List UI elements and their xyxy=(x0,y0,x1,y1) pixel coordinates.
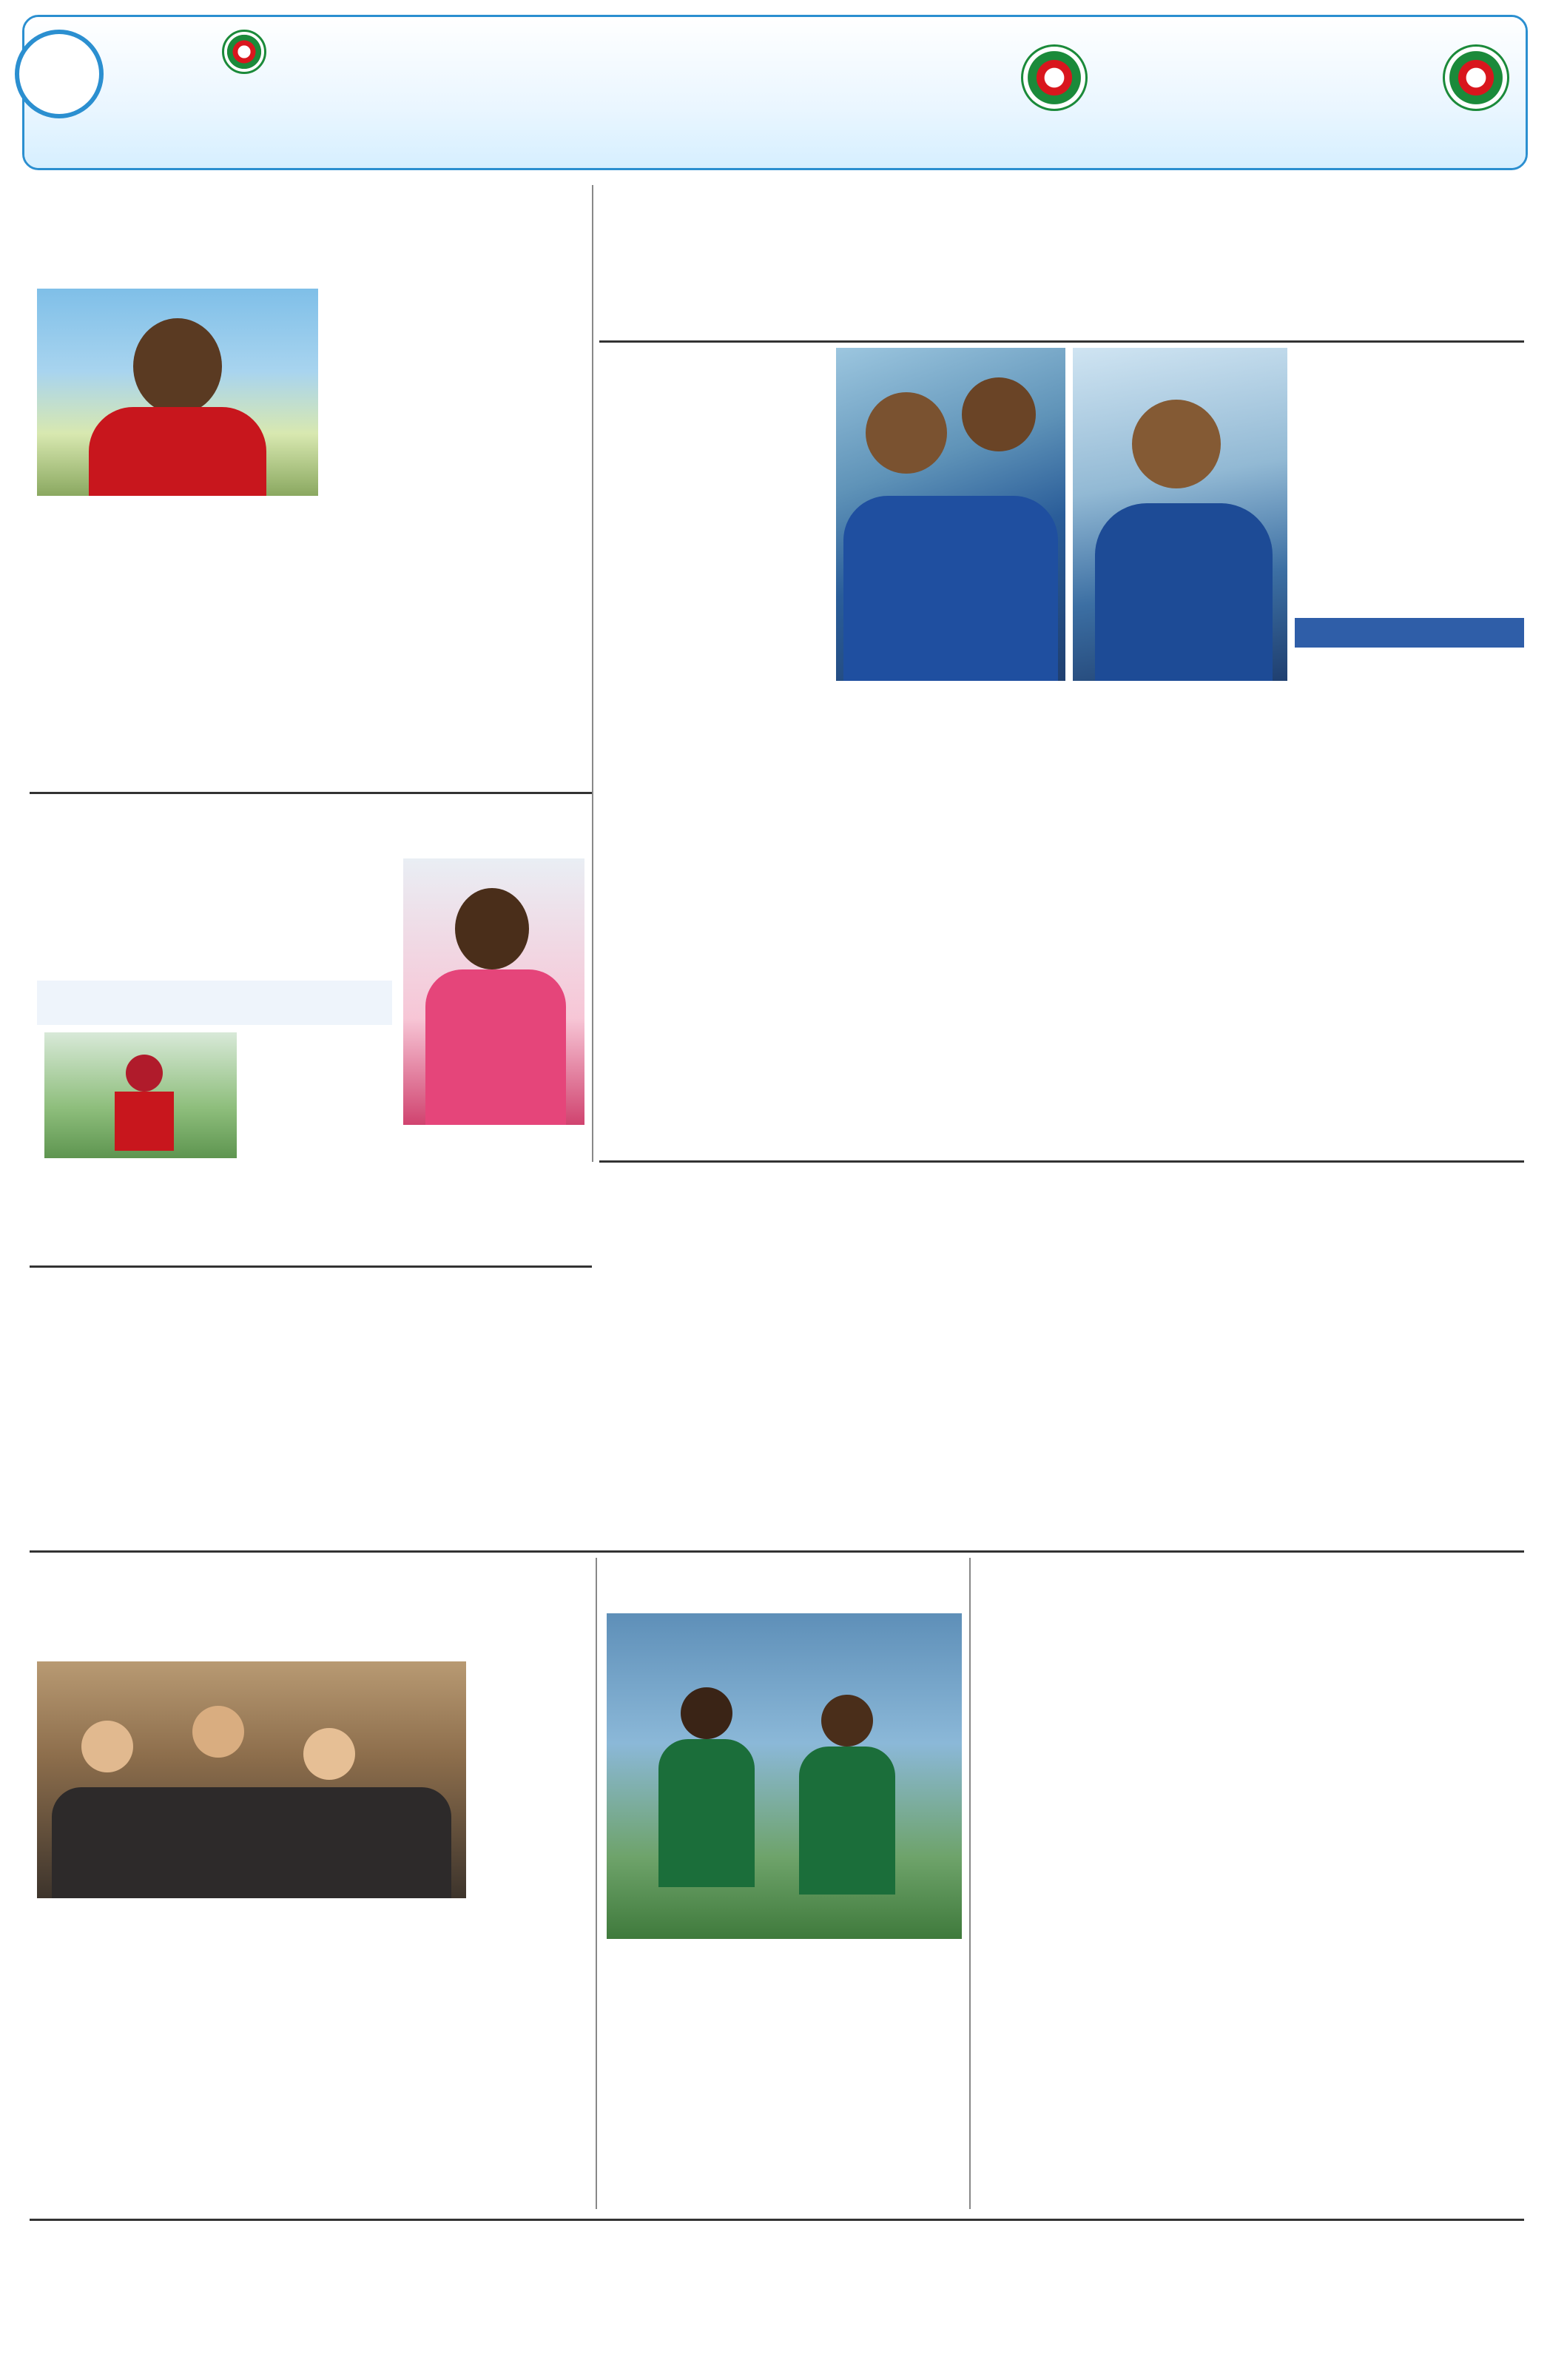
player-head-shape xyxy=(455,888,529,969)
tamil-body xyxy=(37,866,392,977)
lead-photo-players xyxy=(836,348,1065,681)
lead-body-left xyxy=(599,348,829,1154)
jersey-shape xyxy=(799,1747,895,1895)
jersey-shape xyxy=(89,407,266,496)
jersey-shape xyxy=(115,1092,174,1151)
unmukt-body-lower xyxy=(37,1166,392,1262)
unmukt-body-upper xyxy=(244,1032,392,1158)
ashes-photo xyxy=(37,1661,466,1898)
ashes-body-side xyxy=(474,1661,592,1898)
lead-body-middle xyxy=(836,688,1287,1154)
section-title xyxy=(1088,37,1443,118)
jersey-shape xyxy=(658,1739,755,1887)
player-head-shape xyxy=(821,1695,873,1747)
dekock-body xyxy=(607,1969,962,2209)
lead-body-right xyxy=(1295,348,1524,614)
ashes-headline[interactable] xyxy=(30,1558,592,1613)
player-head-shape xyxy=(81,1721,133,1772)
unmukt-photo xyxy=(44,1032,237,1158)
player-head-shape xyxy=(866,392,947,474)
helmet-shape xyxy=(126,1055,163,1092)
player-head-shape xyxy=(303,1728,355,1780)
unmukt-headline[interactable] xyxy=(37,981,392,1025)
rahul-body-upper xyxy=(326,289,584,496)
rahul-headline[interactable] xyxy=(30,185,584,237)
rahul-body-lower xyxy=(37,503,584,784)
u19-body xyxy=(980,1669,1524,2209)
page-number xyxy=(15,30,104,118)
emblem-icon xyxy=(222,30,266,74)
divider xyxy=(599,340,1524,343)
rahul-photo xyxy=(37,289,318,496)
hardik-body xyxy=(607,1258,1524,1539)
ashes-body-lower xyxy=(37,1906,592,2209)
jersey-shape xyxy=(425,969,566,1125)
jersey-shape xyxy=(1095,503,1273,681)
crowd-shape xyxy=(52,1787,451,1898)
jersey-shape xyxy=(843,496,1058,681)
match-time-badge xyxy=(1295,618,1524,648)
tamil-photo xyxy=(403,858,584,1125)
emblem-icon-left xyxy=(1021,44,1088,111)
player-head-shape xyxy=(192,1706,244,1758)
u19-subhead xyxy=(977,1617,1524,1661)
column-separator xyxy=(596,1558,597,2209)
player-head-shape xyxy=(681,1687,732,1739)
lead-photo-coach xyxy=(1073,348,1287,681)
player-head-shape xyxy=(133,318,222,414)
divider xyxy=(599,1160,1524,1163)
player-head-shape xyxy=(1132,400,1221,488)
player-head-shape xyxy=(962,377,1036,451)
column-separator xyxy=(969,1558,971,2209)
divider xyxy=(30,2219,1524,2221)
divider xyxy=(30,1550,1524,1553)
u19-headline[interactable] xyxy=(977,1558,1524,1617)
tamil-body-lower xyxy=(403,1151,584,1262)
lead-body-right-lower xyxy=(1295,651,1524,1154)
dekock-photo xyxy=(607,1613,962,1939)
lead-subhead xyxy=(599,285,1524,337)
rahul-subhead xyxy=(30,237,584,281)
column-separator xyxy=(592,185,593,1162)
dekock-headline[interactable] xyxy=(603,1558,966,1610)
divider xyxy=(30,792,592,794)
ashes-subhead xyxy=(30,1613,592,1654)
tamil-headline[interactable] xyxy=(30,799,592,858)
divider xyxy=(30,1265,592,1268)
hardik-headline[interactable] xyxy=(599,1169,1524,1251)
emblem-icon-right xyxy=(1443,44,1509,111)
lead-headline[interactable] xyxy=(599,185,1524,281)
